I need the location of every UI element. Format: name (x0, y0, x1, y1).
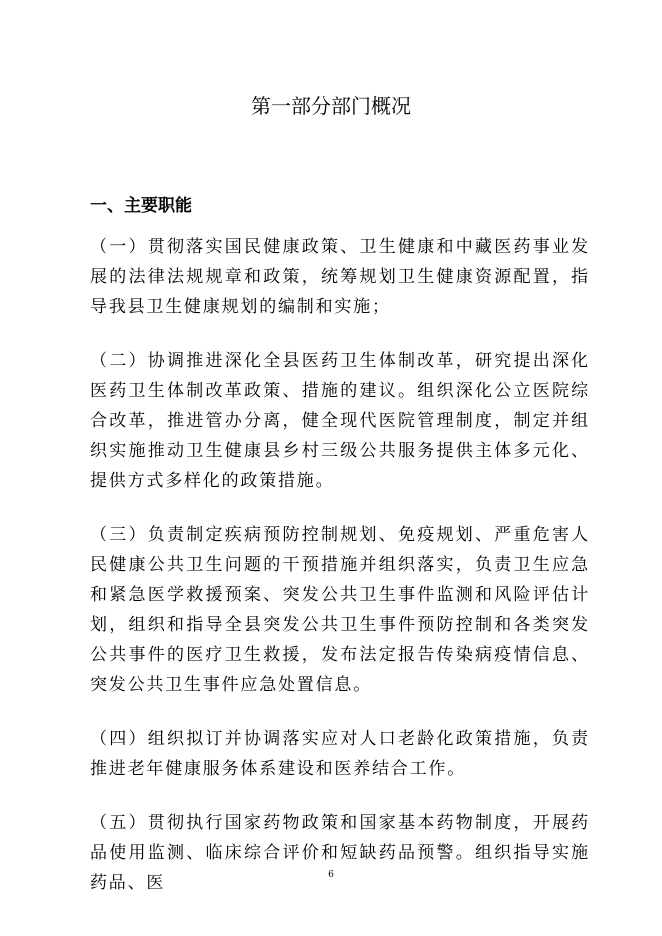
page-number: 6 (328, 870, 334, 880)
paragraph-1: （一）贯彻落实国民健康政策、卫生健康和中藏医药事业发展的法律法规规章和政策，统筹规划卫生健康资源配置，指导我县卫生健康规划的编制和实施； (90, 237, 590, 317)
paragraph-2: （二）协调推进深化全县医药卫生体制改革，研究提出深化医药卫生体制改革政策、措施的建议。组织深化公立医院综合改革，推进管办分离，健全现代医院管理制度，制定并组织实施推动卫生健康县乡村三级公共服务提供主体多元化、提供方式多样化的政策措施。 (90, 351, 590, 491)
page-title: 第一部分部门概况 (251, 94, 411, 118)
section-heading: 一、主要职能 (90, 196, 192, 216)
paragraph-3: （三）负责制定疾病预防控制规划、免疫规划、严重危害人民健康公共卫生问题的干预措施并组织落实，负责卫生应急和紧急医学救援预案、突发公共卫生事件监测和风险评估计划，组织和指导全县突发公共卫生事件预防控制和各类突发公共事件的医疗卫生救援，发布法定报告传染病疫情信息、突发公共卫生事件应急处置信息。 (90, 525, 590, 695)
paragraph-5: （五）贯彻执行国家药物政策和国家基本药物制度，开展药品使用监测、临床综合评价和短缺药品预警。组织指导实施药品、医 (90, 813, 590, 893)
document-body (90, 232, 590, 922)
paragraph-4: （四）组织拟订并协调落实应对人口老龄化政策措施，负责推进老年健康服务体系建设和医养结合工作。 (90, 729, 590, 779)
